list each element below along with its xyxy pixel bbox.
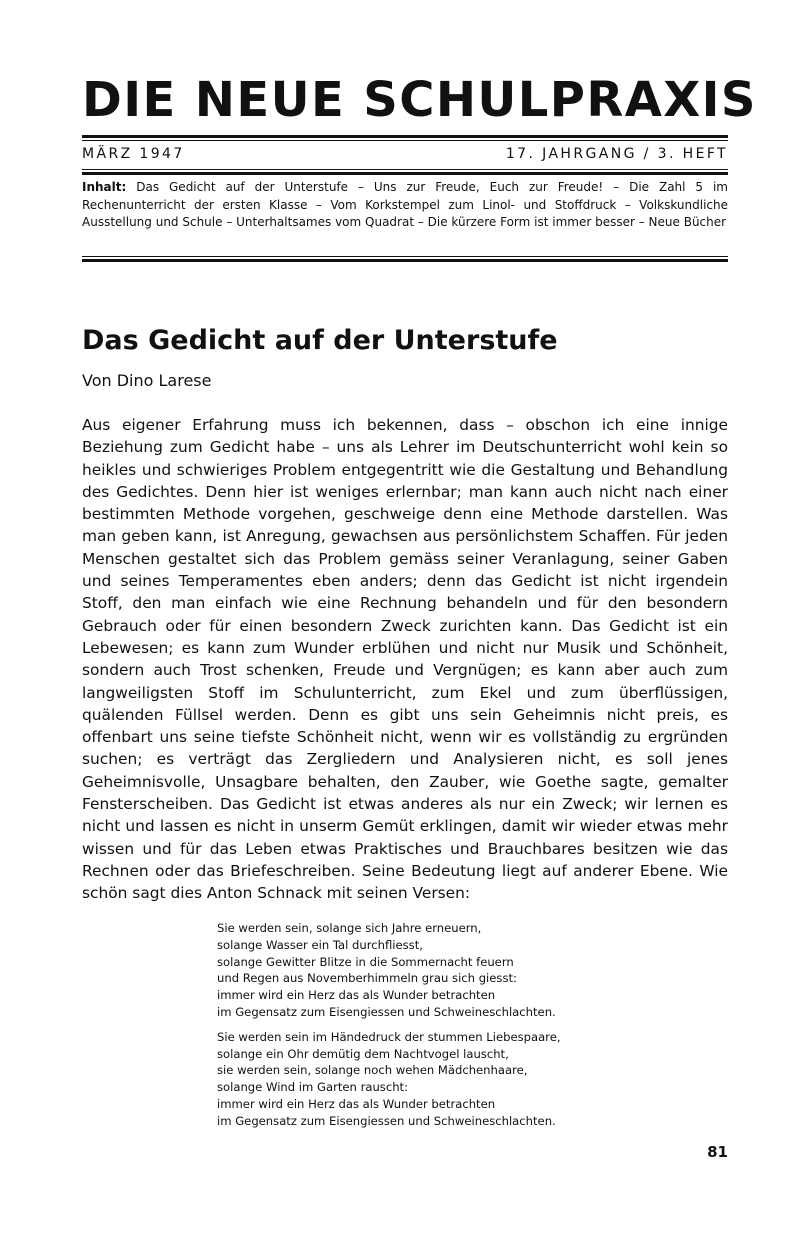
- article-body: Aus eigener Erfahrung muss ich bekennen, dass – obschon ich eine innige Beziehung zum Gedicht habe – uns als Lehrer im Deutschunterricht wohl kein so heikles und schwieriges Problem entgegentritt wie die Gestaltung und Behandlung des Gedichtes. Denn hier ist weniges erlernbar; man kann auch nicht nach einer bestimmten Methode vorgehen, geschweige denn eine Methode darstellen. Was man geben kann, ist Anregung, gewachsen aus persönlichstem Schaffen. Für jeden Menschen gestaltet sich das Problem gemäss seiner Veranlagung, seiner Gaben und seines Temperamentes eben anders; denn das Gedicht ist nicht irgendein Stoff, den man einfach wie eine Rechnung behandeln und für den besondern Gebrauch oder für einen besondern Zweck zurichten kann. Das Gedicht ist ein Lebewesen; es kann zum Wunder erblühen und nicht nur Musik und Schönheit, sondern auch Trost schenken, Freude und Vergnügen; es kann aber auch zum langweiligsten Stoff im Schulunterricht, zum Ekel und zum überflüssigen, quälenden Füllsel werden. Denn es gibt uns sein Geheimnis nicht preis, es offenbart uns seine tiefste Schönheit nicht, wenn wir es vollständig zu ergründen suchen; es verträgt das Zergliedern und Analysieren nicht, es soll jenes Geheimnisvolle, Unsagbare behalten, den Zauber, wie Goethe sagte, gemalter Fensterscheiben. Das Gedicht ist etwas anderes als nur ein Zweck; wir lernen es nicht und lassen es nicht in unserm Gemüt erklingen, damit wir wieder etwas mehr wissen und für das Leben etwas Praktisches und Brauchbares besitzen wie das Rechnen oder das Briefeschreiben. Seine Bedeutung liegt auf anderer Ebene. Wie schön sagt dies Anton Schnack mit seinen Versen:: [82, 416, 728, 903]
- masthead-rule-top-thin: [82, 140, 728, 141]
- poem-line: im Gegensatz zum Eisengiessen und Schweineschlachten.: [217, 1113, 556, 1128]
- poem-line: Sie werden sein im Händedruck der stummen Liebespaare,: [217, 1029, 561, 1044]
- poem-line: solange Wind im Garten rauscht:: [217, 1080, 409, 1095]
- contents-text: Das Gedicht auf der Unterstufe – Uns zur Freude, Euch zur Freude! – Die Zahl 5 im Rechenunterricht der ersten Klasse – Vom Korkstempel zum Linol- und Stoffdruck – Volkskundliche Ausstellung und Schule – Unterhaltsames vom Quadrat – Die kürzere Form ist immer besser – Neue Bücher: [82, 180, 728, 229]
- poem-quote: [217, 920, 637, 1138]
- issue-number: 17. JAHRGANG / 3. HEFT: [505, 146, 728, 162]
- issue-line: [82, 146, 728, 166]
- poem-stanza-1: [217, 920, 637, 1021]
- contents-label: Inhalt:: [82, 180, 127, 194]
- poem-line: immer wird ein Herz das als Wunder betrachten: [217, 1096, 496, 1111]
- issue-rule-thick: [82, 172, 728, 175]
- poem-line: sie werden sein, solange noch wehen Mädchenhaare,: [217, 1063, 528, 1078]
- poem-line: solange Wasser ein Tal durchfliesst,: [217, 937, 423, 952]
- contents-rule-thick: [82, 259, 728, 262]
- article-byline: Von Dino Larese: [82, 371, 212, 390]
- issue-rule-thin: [82, 169, 728, 170]
- contents-rule-thin: [82, 256, 728, 257]
- magazine-masthead: DIE NEUE SCHULPRAXIS: [82, 72, 757, 128]
- poem-line: Sie werden sein, solange sich Jahre erneuern,: [217, 921, 482, 935]
- table-of-contents: [82, 179, 728, 232]
- issue-date: MÄRZ 1947: [82, 146, 185, 162]
- poem-line: im Gegensatz zum Eisengiessen und Schweineschlachten.: [217, 1004, 556, 1019]
- poem-line: immer wird ein Herz das als Wunder betrachten: [217, 988, 496, 1003]
- poem-line: solange ein Ohr demütig dem Nachtvogel lauscht,: [217, 1046, 509, 1061]
- poem-line: und Regen aus Novemberhimmeln grau sich giesst:: [217, 971, 517, 986]
- masthead-rule-top: [82, 135, 728, 138]
- poem-stanza-2: [217, 1029, 637, 1130]
- article-title: Das Gedicht auf der Unterstufe: [82, 325, 558, 356]
- poem-line: solange Gewitter Blitze in die Sommernacht feuern: [217, 954, 514, 969]
- page-number: 81: [707, 1143, 728, 1161]
